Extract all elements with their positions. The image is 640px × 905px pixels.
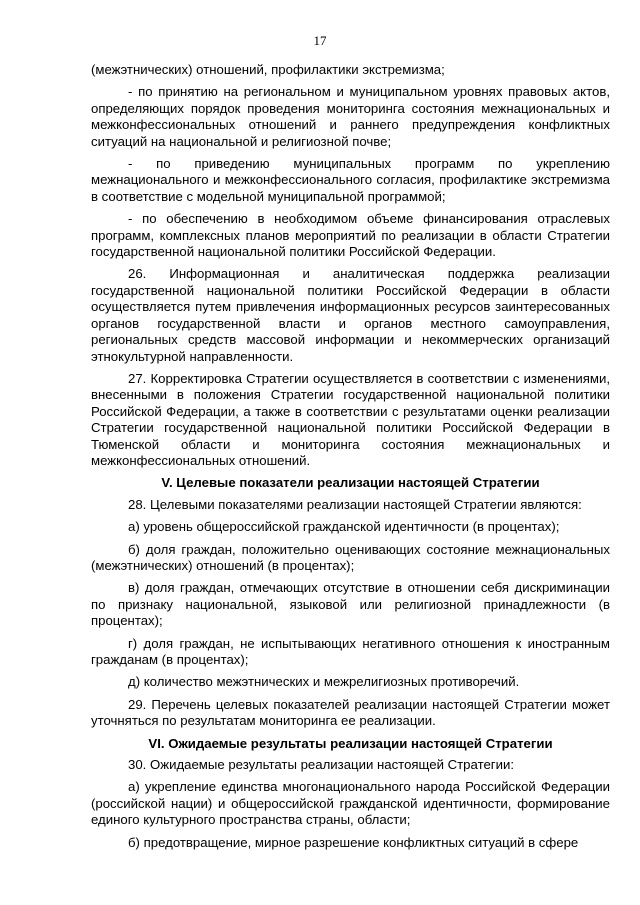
- paragraph-continuation: (межэтнических) отношений, профилактики экстремизма;: [91, 62, 445, 77]
- paragraph-28: 28. Целевыми показателями реализации настоящей Стратегии являются:: [128, 496, 582, 512]
- section-5-heading: V. Целевые показатели реализации настоящей Стратегии: [161, 475, 540, 491]
- paragraph-26: 26. Информационная и аналитическая поддержка реализации государственной национальной политики Российской Федерации в области осуществляется путем привлечения информационных ресурсов заинтересованных органов государственной власти и органов местного самоуправления, региональных средств массовой информации и некоммерческих организаций этнокультурной направленности.: [91, 266, 610, 364]
- paragraph-29: 29. Перечень целевых показателей реализации настоящей Стратегии может уточняться по результатам мониторинга ее реализации.: [91, 696, 610, 729]
- paragraph-bullet-municipal-programs: - по приведению муниципальных программ по укреплению межнационального и межконфессионального согласия, профилактике экстремизма в соответствие с модельной муниципальной программой;: [91, 156, 610, 204]
- paragraph-bullet-legal-acts: - по принятию на региональном и муниципальном уровнях правовых актов, определяющих порядок проведения мониторинга состояния межнациональных и межконфессиональных отношений и раннего предупреждения конфликтных ситуаций на национальной и религиозной почве;: [91, 84, 610, 149]
- paragraph-27: 27. Корректировка Стратегии осуществляется в соответствии с изменениями, внесенными в положения Стратегии государственной национальной политики Российской Федерации, а также в соответствии с результатами оценки реализации Стратегии государственной национальной политики Российской Федерации в Тюменской области и мониторинга состояния межнациональных и межконфессиональных отношений.: [91, 370, 610, 468]
- list-item-v: в) доля граждан, отмечающих отсутствие в отношении себя дискриминации по признаку национальной, языковой или религиозной принадлежности (в процентах);: [91, 580, 610, 629]
- section-6-heading: VI. Ожидаемые результаты реализации настоящей Стратегии: [148, 735, 553, 751]
- list-item-b-results: б) предотвращение, мирное разрешение конфликтных ситуаций в сфере: [128, 834, 579, 850]
- list-item-d: д) количество межэтнических и межрелигиозных противоречий.: [128, 674, 520, 690]
- page-number: 17: [313, 33, 327, 48]
- list-item-g: г) доля граждан, не испытывающих негативного отношения к иностранным гражданам (в процентах);: [91, 635, 610, 667]
- list-item-a-results: а) укрепление единства многонационального народа Российской Федерации (российской нации) и общероссийской гражданской идентичности, формирование единого культурного пространства страны, области;: [91, 779, 610, 828]
- paragraph-bullet-financing: - по обеспечению в необходимом объеме финансирования отраслевых программ, комплексных планов мероприятий по реализации в области Стратегии государственной национальной политики Российской Федерации.: [91, 211, 610, 260]
- list-item-a: а) уровень общероссийской гражданской идентичности (в процентах);: [128, 519, 560, 535]
- document-body: [91, 62, 610, 857]
- list-item-b: б) доля граждан, положительно оценивающих состояние межнациональных (межэтнических) отношений (в процентах);: [91, 541, 610, 573]
- paragraph-30: 30. Ожидаемые результаты реализации настоящей Стратегии:: [128, 757, 514, 773]
